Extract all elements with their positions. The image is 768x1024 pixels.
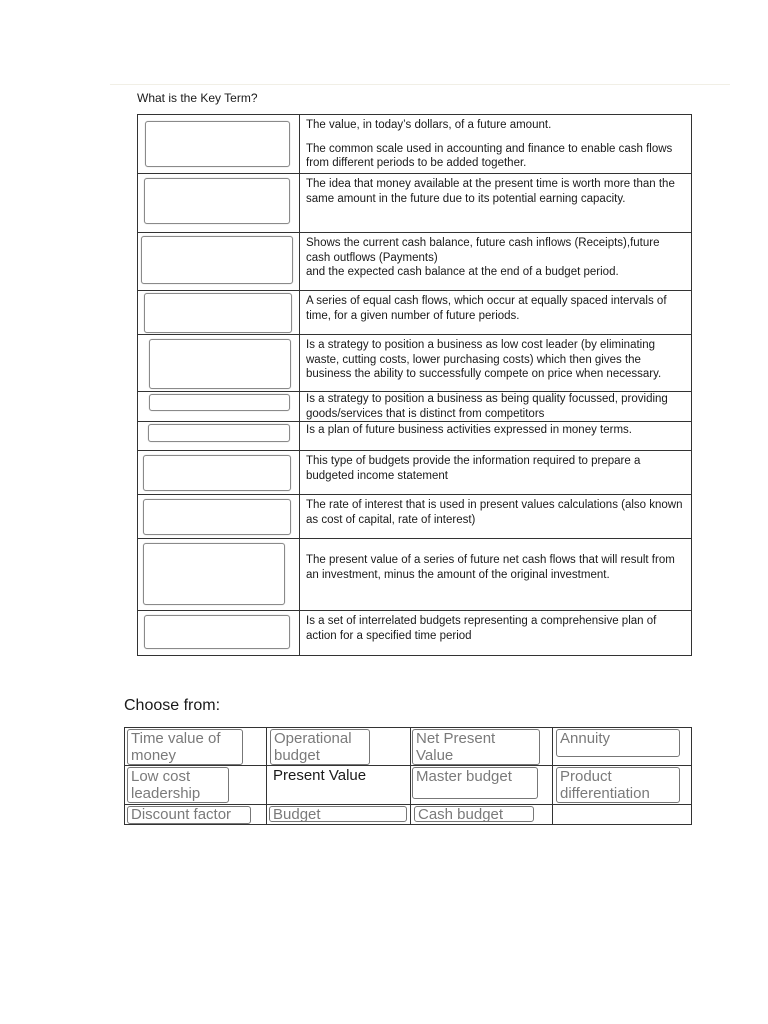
choice-operational-budget[interactable]: Operational budget [270,729,370,765]
answer-drop-box[interactable] [144,615,290,649]
answer-drop-box[interactable] [143,455,291,491]
definition-text [300,233,691,280]
definition-text [300,392,691,421]
choice-discount-factor[interactable]: Discount factor [127,806,251,824]
top-divider [110,84,730,85]
definition-line: This type of budgets provide the information required to prepare a budgeted income statement [306,455,641,482]
answer-drop-box[interactable] [141,236,293,284]
answer-drop-box[interactable] [148,424,290,442]
definition-text [300,174,691,206]
question-heading: What is the Key Term? [137,91,258,105]
definition-line: Is a strategy to position a business as low cost leader (by eliminating waste, cutting costs, lower purchasing costs) which then gives the business the ability to successfully compete on price when necessary. [306,339,662,380]
definition-text [300,539,691,582]
definition-line: The value, in today’s dollars, of a future amount. [306,119,552,131]
definition-line: and the expected cash balance at the end of a budget period. [306,266,619,278]
choices-table [124,727,692,825]
definition-line: The present value of a series of future net cash flows that will result from an investment, minus the amount of the original investment. [306,554,675,581]
definition-text [300,115,691,171]
answer-drop-box[interactable] [145,121,290,167]
choice-annuity[interactable]: Annuity [556,729,680,757]
answer-drop-box[interactable] [144,178,290,224]
choose-from-heading: Choose from: [124,697,221,714]
definition-line: The common scale used in accounting and finance to enable cash flows from different periods to be added together. [306,142,673,169]
definition-text [300,495,691,527]
key-terms-table [137,114,692,656]
answer-drop-box[interactable] [143,499,291,535]
definition-line: A series of equal cash flows, which occur at equally spaced intervals of time, for a given number of future periods. [306,295,667,322]
definition-line: The idea that money available at the present time is worth more than the same amount in the future due to its potential earning capacity. [306,178,675,205]
answer-drop-box[interactable] [149,394,290,411]
answer-drop-box[interactable] [144,293,292,333]
definition-text [300,291,691,323]
choice-master-budget[interactable]: Master budget [412,767,538,799]
definition-text [300,422,691,438]
answer-drop-box[interactable] [149,339,291,389]
definition-text [300,611,691,643]
definition-line: Is a set of interrelated budgets representing a comprehensive plan of action for a specified time period [306,615,657,642]
choice-product-differentiation[interactable]: Product differentiation [556,767,680,803]
choice-cash-budget[interactable]: Cash budget [414,806,534,822]
definition-text [300,335,691,382]
definition-line: The rate of interest that is used in present values calculations (also known as cost of capital, rate of interest) [306,499,683,526]
definition-line: Is a plan of future business activities expressed in money terms. [306,424,632,436]
definition-line: Shows the current cash balance, future cash inflows (Receipts),future cash outflows (Payments) [306,237,660,264]
definition-line: Is a strategy to position a business as being quality focussed, providing goods/services that is distinct from competitors [306,393,668,420]
choice-time-value-of-money[interactable]: Time value of money [127,729,243,765]
definition-text [300,451,691,483]
choice-net-present-value[interactable]: Net Present Value [412,729,540,765]
choice-low-cost-leadership[interactable]: Low cost leadership [127,767,229,803]
choice-present-value[interactable]: Present Value [273,767,367,784]
choice-budget[interactable]: Budget [269,806,407,822]
answer-drop-box[interactable] [143,543,285,605]
